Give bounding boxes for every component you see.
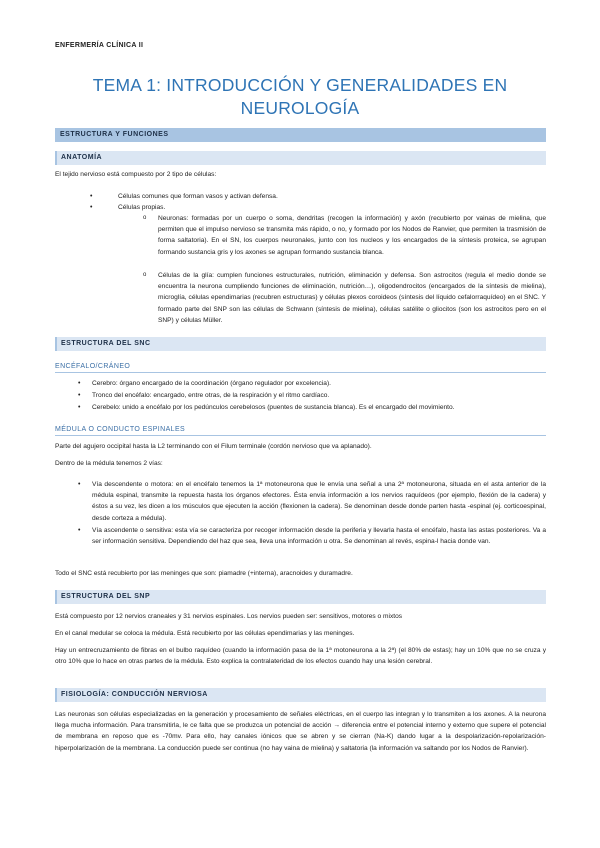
bullet-icon: • (78, 380, 81, 387)
title-line-1: TEMA 1: INTRODUCCIÓN Y GENERALIDADES EN (92, 75, 508, 95)
list-item-celulas-propias: Células propias. (118, 204, 166, 211)
snp-paragraph-2: En el canal medular se coloca la médula. Está recubierto por las células ependimarias y las meninges. (55, 630, 355, 637)
page-title (55, 74, 545, 120)
list-item-neuronas: Neuronas: formadas por un cuerpo o soma, dendritas (recogen la información) y axón (recubierto por vainas de mielina, que permiten que el impulso nervioso se transmita más rápido, o no, y formado por los Nodos de Ranvier, que permiten la trasmisión de forma saltatoria). En el SN, los cuerpos neuronales, junto con los nucleos y los encargados de la síntesis proteica, se agrupan formando sustancia gris y los axones se agrupan formando sustancia blanca. (158, 215, 546, 256)
bullet-icon: • (78, 404, 81, 411)
section-band-anatomia: ANATOMÍA (55, 151, 546, 165)
list-item-cerebro: Cerebro: órgano encargado de la coordinación (órgano regulador por excelencia). (92, 380, 331, 387)
medula-paragraph-2: Dentro de la médula tenemos 2 vías: (55, 460, 163, 467)
list-item-cerebelo: Cerebelo: unido a encéfalo por los pedúnculos cerebelosos (puentes de sustancia blanca). Es el encargado del movimiento. (92, 404, 455, 411)
list-item-tronco: Tronco del encéfalo: encargado, entre otras, de la respiración y el ritmo cardíaco. (92, 392, 330, 399)
section-band-fisiologia: FISIOLOGÍA: CONDUCCIÓN NERVIOSA (55, 688, 546, 702)
meninges-paragraph: Todo el SNC está recubierto por las meninges que son: piamadre (+interna), aracnoides y duramadre. (55, 570, 353, 577)
section-band-estructura: ESTRUCTURA Y FUNCIONES (55, 128, 546, 142)
section-band-snp: ESTRUCTURA DEL SNP (55, 590, 546, 604)
list-item-via-motora: Vía descendente o motora: en el encéfalo tenemos la 1ª motoneurona que le envía una señal a una 2ª motoneurona, situada en el asta anterior de la médula espinal, transmite la repuesta hasta los órganos efectores. Ésta envía información a los nervios raquídeos (por ejemplo, flexión de la cadera) y éstos a su vez, les dicen a los músculos que ejecuten la acción (flexionen la cadera). Se denominan desde donde parten hasta -espinal (ej. corticoespinal, desde corteza a médula). (92, 481, 546, 522)
bullet-icon: • (78, 392, 81, 399)
subheading-medula: MÉDULA O CONDUCTO ESPINALES (55, 425, 546, 436)
title-line-2: NEUROLOGÍA (240, 98, 360, 118)
list-item-glia: Células de la glía: cumplen funciones estructurales, nutrición, eliminación y defensa. Son astrocitos (regula el medio donde se encuentra la neurona cumpliendo funciones de eliminación, nutrición…), oligodendrocitos (encargados de la síntesis de mielina), microglía, células ependimarias (recubren estructuras) y células plexos coroideos (síntesis del líquido cefalorraquídeo) en el SNC. Y formado parte del SNP son las células de Schwann (síntesis de mielina), células satélite o gliocitos (son los astrocitos pero en el SNP) y células Müller. (158, 272, 546, 324)
bullet-icon: • (90, 193, 93, 200)
subheading-encefalo: ENCÉFALO/CRÁNEO (55, 362, 546, 373)
bullet-icon: • (78, 527, 81, 534)
page-header: ENFERMERÍA CLÍNICA II (55, 42, 144, 49)
snp-paragraph-3: Hay un entrecruzamiento de fibras en el bulbo raquídeo (cuando la información pasa de la 1ª motoneurona a la 2ª) (el 80% de estas); hay un 10% que no se cruza y otro 10% que lo hace en otras partes de la médula. Esto explica la contralateridad de los efectos cuando hay una lesión cerebral. (55, 647, 546, 666)
circle-bullet-icon: o (143, 272, 147, 278)
snp-paragraph-1: Está compuesto por 12 nervios craneales y 31 nervios espinales. Los nervios pueden ser: sensitivos, motores o mixtos (55, 613, 403, 620)
circle-bullet-icon: o (143, 215, 147, 221)
medula-paragraph-1: Parte del agujero occipital hasta la L2 terminando con el Filum terminale (cordón nervioso que va aplanado). (55, 443, 372, 450)
list-item-via-sensitiva: Vía ascendente o sensitiva: esta vía se caracteriza por recoger información desde la periferia y llevarla hasta el encéfalo, hasta las astas posteriores. Va a ser información sensitiva. Dependiendo del haz que sea, lleva una información u otra. Se denominan al revés, espina-l hacia donde van. (92, 527, 546, 546)
section-band-snc: ESTRUCTURA DEL SNC (55, 337, 546, 351)
anatomia-intro: El tejido nervioso está compuesto por 2 tipo de células: (55, 171, 217, 178)
list-item-celulas-comunes: Células comunes que forman vasos y activan defensa. (118, 193, 278, 200)
fisiologia-paragraph: Las neuronas son células especializadas en la generación y procesamiento de señales eléctricas, en el cuerpo las integran y lo transmiten a los axones. A la neurona llega mucha información. Para transmitirla, le ce falta que se produzca un potencial de acción → diferencia entre el potencial interno y externo que supere el potencial de membrana en reposo que es -70mv. Para ello, hay canales iónicos que se abren y se cierran (Na-K) dando lugar a la despolarización-repolarización-hiperpolarización de la membrana. La conducción puede ser continua (no hay vaina de mielina) y saltatoria (la información va saltando por los Nodos de Ranvier). (55, 711, 546, 752)
bullet-icon: • (78, 481, 81, 488)
bullet-icon: • (90, 204, 93, 211)
